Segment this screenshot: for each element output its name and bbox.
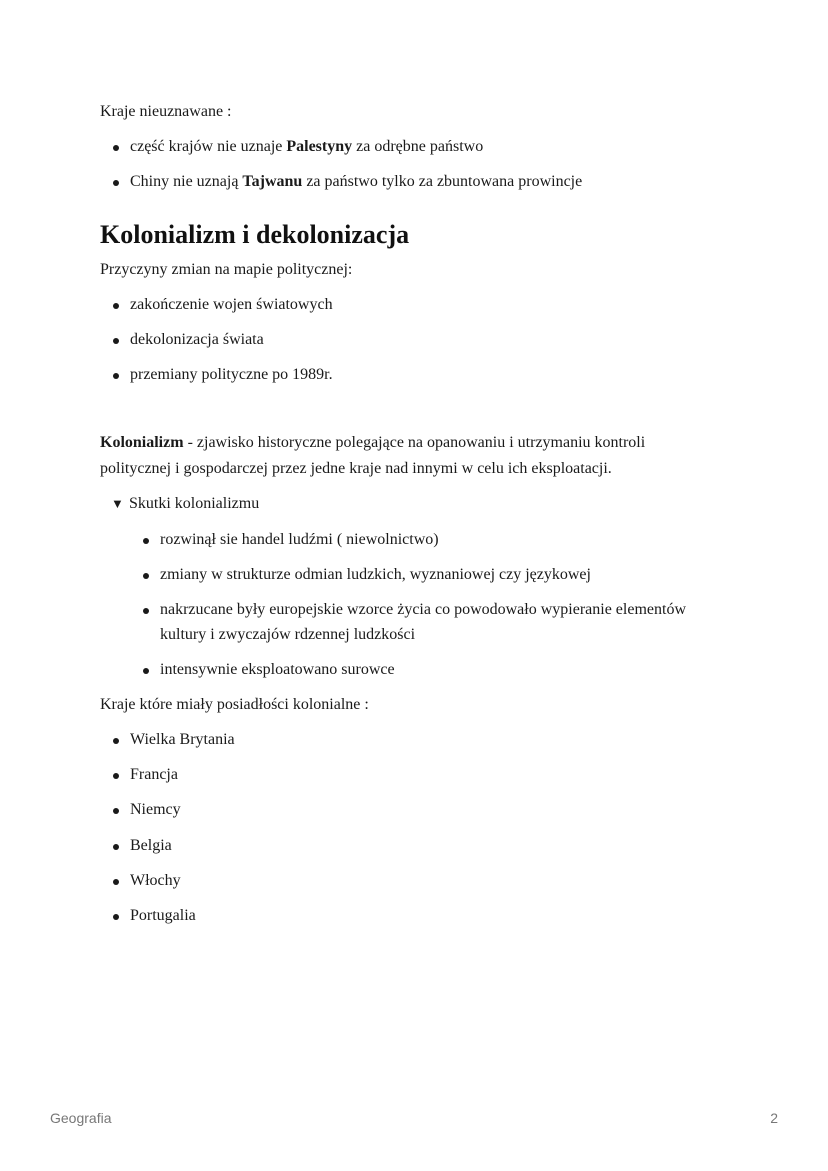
definition-line: Kolonializm - zjawisko historyczne polegające na opanowaniu i utrzymaniu kontroli <box>100 434 646 451</box>
bullet <box>113 145 119 151</box>
list-item: Wielka Brytania <box>130 731 235 748</box>
list-item: część krajów nie uznaje Palestyny za odrębne państwo <box>130 138 484 155</box>
list-item: Niemcy <box>130 801 181 818</box>
causes-label: Przyczyny zmian na mapie politycznej: <box>100 261 353 278</box>
bullet <box>113 773 119 779</box>
list-item: rozwinął sie handel ludźmi ( niewolnictwo) <box>160 531 439 548</box>
list-item: dekolonizacja świata <box>130 331 264 348</box>
footer-subject: Geografia <box>50 1110 112 1126</box>
effects-toggle[interactable]: Skutki kolonializmu <box>129 495 260 512</box>
section-title: Kolonializm i dekolonizacja <box>100 220 410 249</box>
list-item: zakończenie wojen światowych <box>130 296 333 313</box>
bullet <box>113 338 119 344</box>
bullet <box>113 373 119 379</box>
list-item-continuation: kultury i zwyczajów rdzennej ludzkości <box>160 626 416 643</box>
list-item: Chiny nie uznają Tajwanu za państwo tylko za zbuntowana prowincje <box>130 173 583 190</box>
bullet <box>143 608 149 614</box>
disclosure-triangle-icon[interactable]: ▼ <box>111 496 124 511</box>
list-item: zmiany w strukturze odmian ludzkich, wyznaniowej czy językowej <box>160 566 591 583</box>
list-item: intensywnie eksploatowano surowce <box>160 661 395 678</box>
bullet <box>143 573 149 579</box>
list-item: Belgia <box>130 837 172 854</box>
list-item: nakrzucane były europejskie wzorce życia co powodowało wypieranie elementów <box>160 601 686 618</box>
bullet <box>113 738 119 744</box>
list-item: Portugalia <box>130 907 196 924</box>
colonial-label: Kraje które miały posiadłości kolonialne : <box>100 696 369 713</box>
list-item: Włochy <box>130 872 181 889</box>
bullet <box>143 668 149 674</box>
bullet <box>113 914 119 920</box>
list-item: Francja <box>130 766 178 783</box>
bullet <box>113 879 119 885</box>
list-item: przemiany polityczne po 1989r. <box>130 366 333 383</box>
bullet <box>113 844 119 850</box>
bullet <box>113 180 119 186</box>
bullet <box>113 303 119 309</box>
bullet <box>143 538 149 544</box>
footer-page-number: 2 <box>770 1110 778 1126</box>
definition-line: politycznej i gospodarczej przez jedne kraje nad innymi w celu ich eksploatacji. <box>100 460 612 477</box>
unrecognized-heading: Kraje nieuznawane : <box>100 103 232 120</box>
bullet <box>113 808 119 814</box>
